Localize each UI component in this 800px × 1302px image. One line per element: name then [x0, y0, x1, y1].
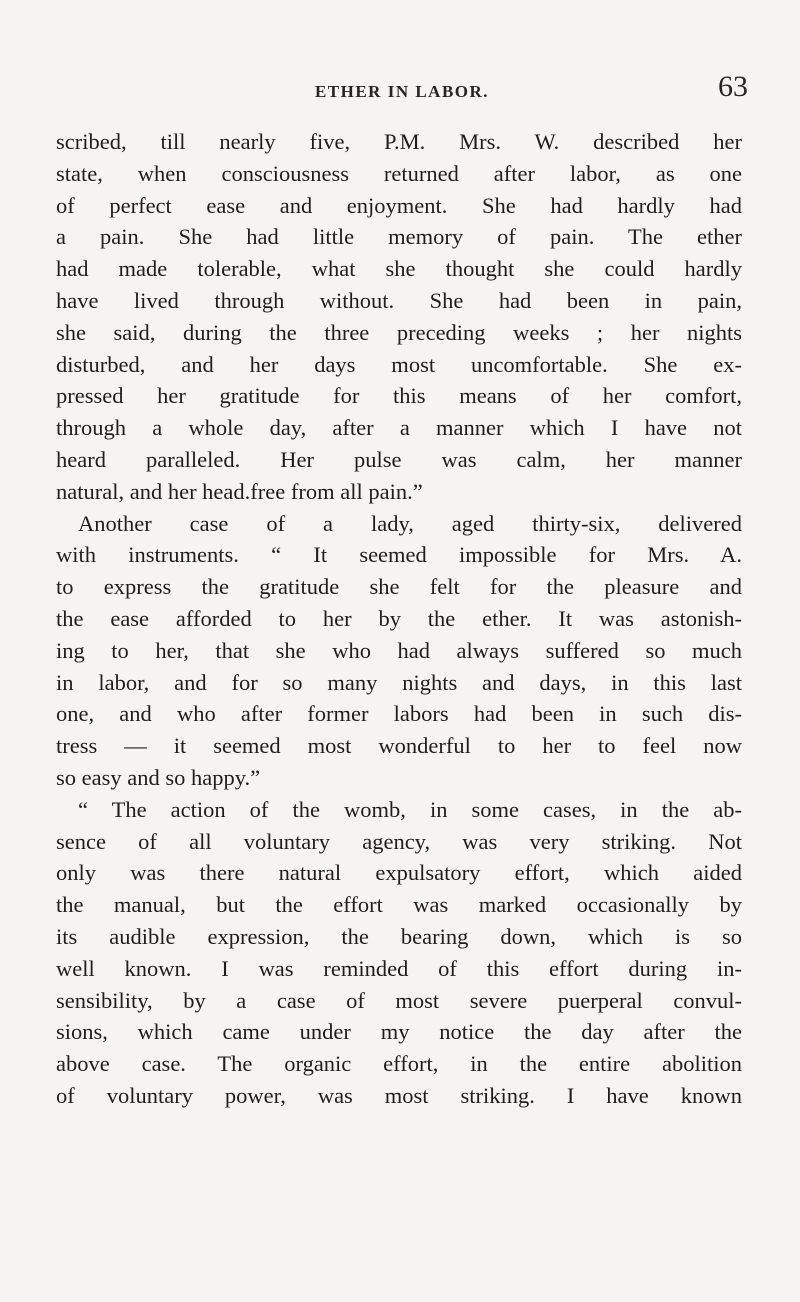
body-text	[56, 126, 742, 1112]
text-line: of voluntary power, was most striking. I have known	[56, 1082, 742, 1108]
text-line: she said, during the three preceding weeks ; her nights	[56, 319, 742, 345]
text-line: through a whole day, after a manner which I have not	[56, 415, 742, 441]
text-line: ing to her, that she who had always suffered so much	[56, 637, 742, 663]
text-line: natural, and her head.free from all pain.”	[56, 478, 423, 504]
text-line: so easy and so happy.”	[56, 764, 261, 790]
running-title: ETHER IN LABOR.	[314, 82, 490, 101]
text-line: above case. The organic effort, in the entire abolition	[56, 1051, 742, 1077]
text-line: sions, which came under my notice the day after the	[56, 1019, 742, 1045]
text-line: sensibility, by a case of most severe puerperal convul-	[56, 987, 742, 1013]
text-line: in labor, and for so many nights and days, in this last	[56, 669, 742, 695]
text-line: heard paralleled. Her pulse was calm, her manner	[56, 446, 742, 472]
text-line: tress — it seemed most wonderful to her to feel now	[56, 733, 742, 759]
text-line: disturbed, and her days most uncomfortable. She ex-	[56, 351, 742, 377]
text-line: the ease afforded to her by the ether. It was astonish-	[56, 605, 742, 631]
text-line: sence of all voluntary agency, was very striking. Not	[56, 828, 742, 854]
text-line: of perfect ease and enjoyment. She had hardly had	[56, 192, 742, 218]
text-line: scribed, till nearly five, P.M. Mrs. W. described her	[56, 129, 742, 154]
text-line: had made tolerable, what she thought she could hardly	[56, 256, 742, 282]
text-line: its audible expression, the bearing down, which is so	[56, 923, 742, 949]
text-line: the manual, but the effort was marked occasionally by	[56, 892, 742, 918]
text-line: state, when consciousness returned after labor, as one	[56, 160, 742, 186]
text-line: a pain. She had little memory of pain. The ether	[56, 224, 742, 250]
text-line: “ The action of the womb, in some cases, in the ab-	[78, 796, 742, 822]
page-number: 63	[718, 70, 748, 103]
text-line: have lived through without. She had been in pain,	[56, 287, 742, 313]
text-line: one, and who after former labors had been in such dis-	[56, 701, 742, 727]
text-line: Another case of a lady, aged thirty-six, delivered	[78, 510, 742, 536]
running-head	[56, 68, 748, 108]
text-line: with instruments. “ It seemed impossible for Mrs. A.	[56, 542, 742, 568]
text-line: well known. I was reminded of this effort during in-	[56, 955, 742, 981]
text-line: to express the gratitude she felt for the pleasure and	[56, 574, 742, 600]
text-line: only was there natural expulsatory effort, which aided	[56, 860, 742, 886]
text-line: pressed her gratitude for this means of her comfort,	[56, 383, 742, 409]
